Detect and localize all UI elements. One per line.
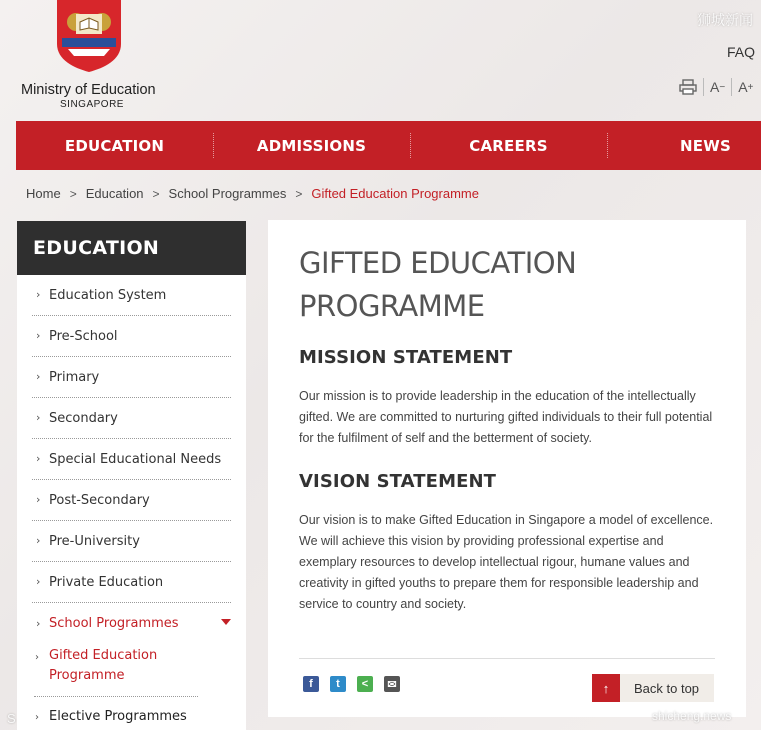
sidebar-subitem-elective-programmes[interactable] — [34, 697, 229, 724]
breadcrumb-current: Gifted Education Programme — [311, 186, 479, 201]
sidebar-item-label: School Programmes — [49, 616, 179, 631]
decrease-font-button[interactable]: A − — [710, 79, 726, 95]
breadcrumb — [26, 186, 479, 201]
breadcrumb-school-programmes[interactable]: School Programmes — [168, 186, 287, 201]
sidebar-item-school-programmes[interactable] — [32, 603, 231, 644]
chevron-right-icon: › — [36, 492, 41, 506]
increase-font-button[interactable]: A + — [738, 79, 754, 95]
sidebar-item-post-secondary[interactable] — [32, 480, 231, 521]
page-tools — [679, 78, 753, 96]
sidebar-item-label: Primary — [49, 369, 100, 385]
sidebar-item-label: Post-Secondary — [49, 492, 150, 508]
breadcrumb-separator: > — [69, 186, 77, 201]
sidebar-item-special-educational-needs[interactable] — [32, 439, 231, 480]
sidebar-subitem-label: Gifted Education Programme — [49, 648, 158, 683]
chevron-right-icon: › — [35, 652, 39, 663]
chevron-right-icon: › — [36, 369, 41, 383]
site-header — [0, 0, 761, 120]
tool-divider — [731, 78, 732, 96]
chevron-right-icon: › — [36, 574, 41, 588]
sidebar-list — [17, 275, 246, 644]
nav-news[interactable]: NEWS — [607, 121, 761, 170]
moe-crest-logo[interactable] — [54, 0, 124, 72]
sidebar-item-secondary[interactable] — [32, 398, 231, 439]
sidebar-item-primary[interactable] — [32, 357, 231, 398]
chevron-right-icon: › — [35, 712, 39, 723]
page-title: GIFTED EDUCATION PROGRAMME — [299, 246, 577, 323]
sidebar-item-pre-school[interactable] — [32, 316, 231, 357]
email-icon[interactable]: ✉ — [384, 676, 400, 692]
mission-text: Our mission is to provide leadership in the education of the intellectually gifted. We are committed to nurturing gifted individuals to their full potential for the fulfilment of self and the betterment of society. — [299, 389, 713, 445]
print-icon[interactable] — [679, 79, 697, 95]
vision-text: Our vision is to make Gifted Education in Singapore a model of excellence. We will achieve this vision by providing professional expertise and exemplary resources to develop intellectual rigour, humane values and creativity in gifted youths to prepare them for responsible leadership and service to country and society. — [299, 513, 714, 611]
back-to-top-button[interactable] — [592, 674, 714, 702]
main-content — [268, 220, 746, 717]
caret-down-icon[interactable] — [221, 619, 231, 625]
sidebar-item-private-education[interactable] — [32, 562, 231, 603]
sidebar-item-label: Education System — [49, 287, 167, 303]
main-nav — [16, 121, 761, 170]
nav-education[interactable]: EDUCATION — [64, 136, 165, 155]
share-bar — [303, 676, 411, 692]
nav-careers[interactable]: CAREERS — [410, 121, 607, 170]
sidebar-item-label: Special Educational Needs — [49, 451, 222, 467]
chevron-right-icon: › — [36, 287, 41, 301]
chevron-right-icon: › — [36, 533, 41, 547]
sidebar — [17, 221, 246, 730]
content-divider — [299, 658, 715, 659]
breadcrumb-separator: > — [152, 186, 160, 201]
ministry-country: SINGAPORE — [60, 99, 124, 110]
chevron-right-icon: › — [36, 328, 41, 342]
faq-link[interactable]: FAQ — [727, 44, 756, 60]
sidebar-title: EDUCATION — [17, 221, 246, 275]
back-to-top-label: Back to top — [634, 680, 700, 696]
sidebar-subitem-gifted-education[interactable] — [34, 644, 198, 697]
share-icon[interactable]: < — [357, 676, 373, 692]
sidebar-item-label: Pre-School — [49, 328, 118, 344]
mission-heading: MISSION STATEMENT — [299, 347, 513, 368]
watermark-right: shicheng.news — [652, 709, 732, 723]
tool-divider — [703, 78, 704, 96]
sidebar-item-label: Private Education — [49, 574, 164, 590]
chevron-right-icon: › — [36, 616, 41, 630]
breadcrumb-home[interactable]: Home — [26, 186, 61, 201]
arrow-up-icon: ↑ — [592, 674, 620, 702]
chevron-right-icon: › — [36, 451, 41, 465]
watermark-left: S — [7, 711, 16, 726]
chevron-right-icon: › — [36, 410, 41, 424]
sidebar-item-education-system[interactable] — [32, 275, 231, 316]
sidebar-item-pre-university[interactable] — [32, 521, 231, 562]
sidebar-subitem-label: Elective Programmes — [49, 709, 187, 724]
nav-admissions[interactable]: ADMISSIONS — [213, 121, 410, 170]
watermark-text: 狮城新闻 — [697, 12, 753, 28]
twitter-icon[interactable]: t — [330, 676, 346, 692]
sidebar-item-label: Pre-University — [49, 533, 140, 549]
sidebar-item-label: Secondary — [49, 410, 118, 426]
ministry-name: Ministry of Education — [21, 82, 156, 98]
breadcrumb-separator: > — [295, 186, 303, 201]
facebook-icon[interactable]: f — [303, 676, 319, 692]
vision-heading: VISION STATEMENT — [299, 471, 497, 492]
breadcrumb-education[interactable]: Education — [85, 186, 144, 201]
